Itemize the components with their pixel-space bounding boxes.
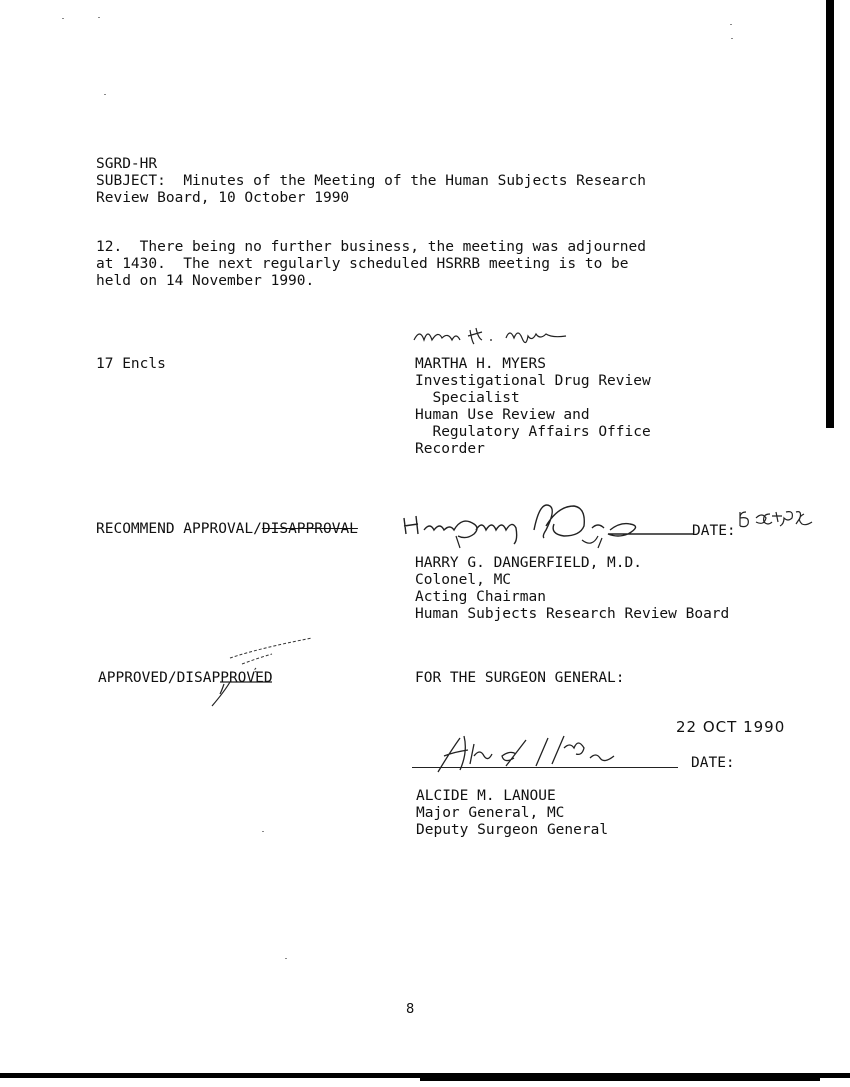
recorder-signature <box>410 322 630 352</box>
enclosures-count: 17 Encls <box>96 356 166 372</box>
chairman-org: Human Subjects Research Review Board <box>415 606 730 622</box>
for-surgeon-general: FOR THE SURGEON GENERAL: <box>415 670 625 686</box>
scan-speck <box>731 38 733 39</box>
date-stamp: 22 OCT 1990 <box>676 718 786 736</box>
recorder-title: Specialist <box>415 390 520 406</box>
chairman-rank: Colonel, MC <box>415 572 512 588</box>
page-number: 8 <box>406 1002 415 1017</box>
signature-line <box>412 767 678 768</box>
chairman-name: HARRY G. DANGERFIELD, M.D. <box>415 555 642 571</box>
surgeon-general-name: ALCIDE M. LANOUE <box>416 788 556 804</box>
subject-label: SUBJECT: <box>96 173 166 189</box>
subject-line-2: Review Board, 10 October 1990 <box>96 190 350 206</box>
approved-disapproved-label: APPROVED/DISAPPROVED <box>98 670 273 686</box>
recorder-title: Regulatory Affairs Office <box>415 424 651 440</box>
paragraph-line: 12. There being no further business, the meeting was adjourned <box>96 239 646 255</box>
scan-speck <box>104 94 106 95</box>
recommend-date-label: DATE: <box>692 523 736 539</box>
recorder-name: MARTHA H. MYERS <box>415 356 546 372</box>
recorder-role: Recorder <box>415 441 485 457</box>
subject-text: Minutes of the Meeting of the Human Subjects Research <box>183 173 646 189</box>
scan-speck <box>285 958 287 959</box>
scan-speck <box>730 24 732 25</box>
scan-speck <box>262 831 264 832</box>
recommend-approval-label <box>96 521 358 538</box>
office-symbol: SGRD-HR <box>96 156 158 172</box>
paragraph-line: held on 14 November 1990. <box>96 273 315 289</box>
approval-date-label: DATE: <box>691 755 735 771</box>
chairman-role: Acting Chairman <box>415 589 546 605</box>
recorder-title: Investigational Drug Review <box>415 373 651 389</box>
scan-speck <box>62 18 64 19</box>
disapproval-struck: DISAPPROVAL <box>261 521 358 537</box>
recommend-date-handwritten <box>736 504 826 530</box>
scan-edge-bar <box>826 0 834 428</box>
surgeon-general-signature <box>430 730 690 780</box>
scan-speck <box>98 17 100 18</box>
chairman-signature <box>396 496 696 556</box>
recorder-title: Human Use Review and <box>415 407 590 423</box>
subject-line <box>96 173 646 190</box>
scan-bottom-bar-thick <box>420 1076 820 1081</box>
paragraph-line: at 1430. The next regularly scheduled HSRRB meeting is to be <box>96 256 629 272</box>
surgeon-general-rank: Major General, MC <box>416 805 565 821</box>
recommend-label: RECOMMEND APPROVAL/ <box>96 521 262 537</box>
surgeon-general-role: Deputy Surgeon General <box>416 822 609 838</box>
